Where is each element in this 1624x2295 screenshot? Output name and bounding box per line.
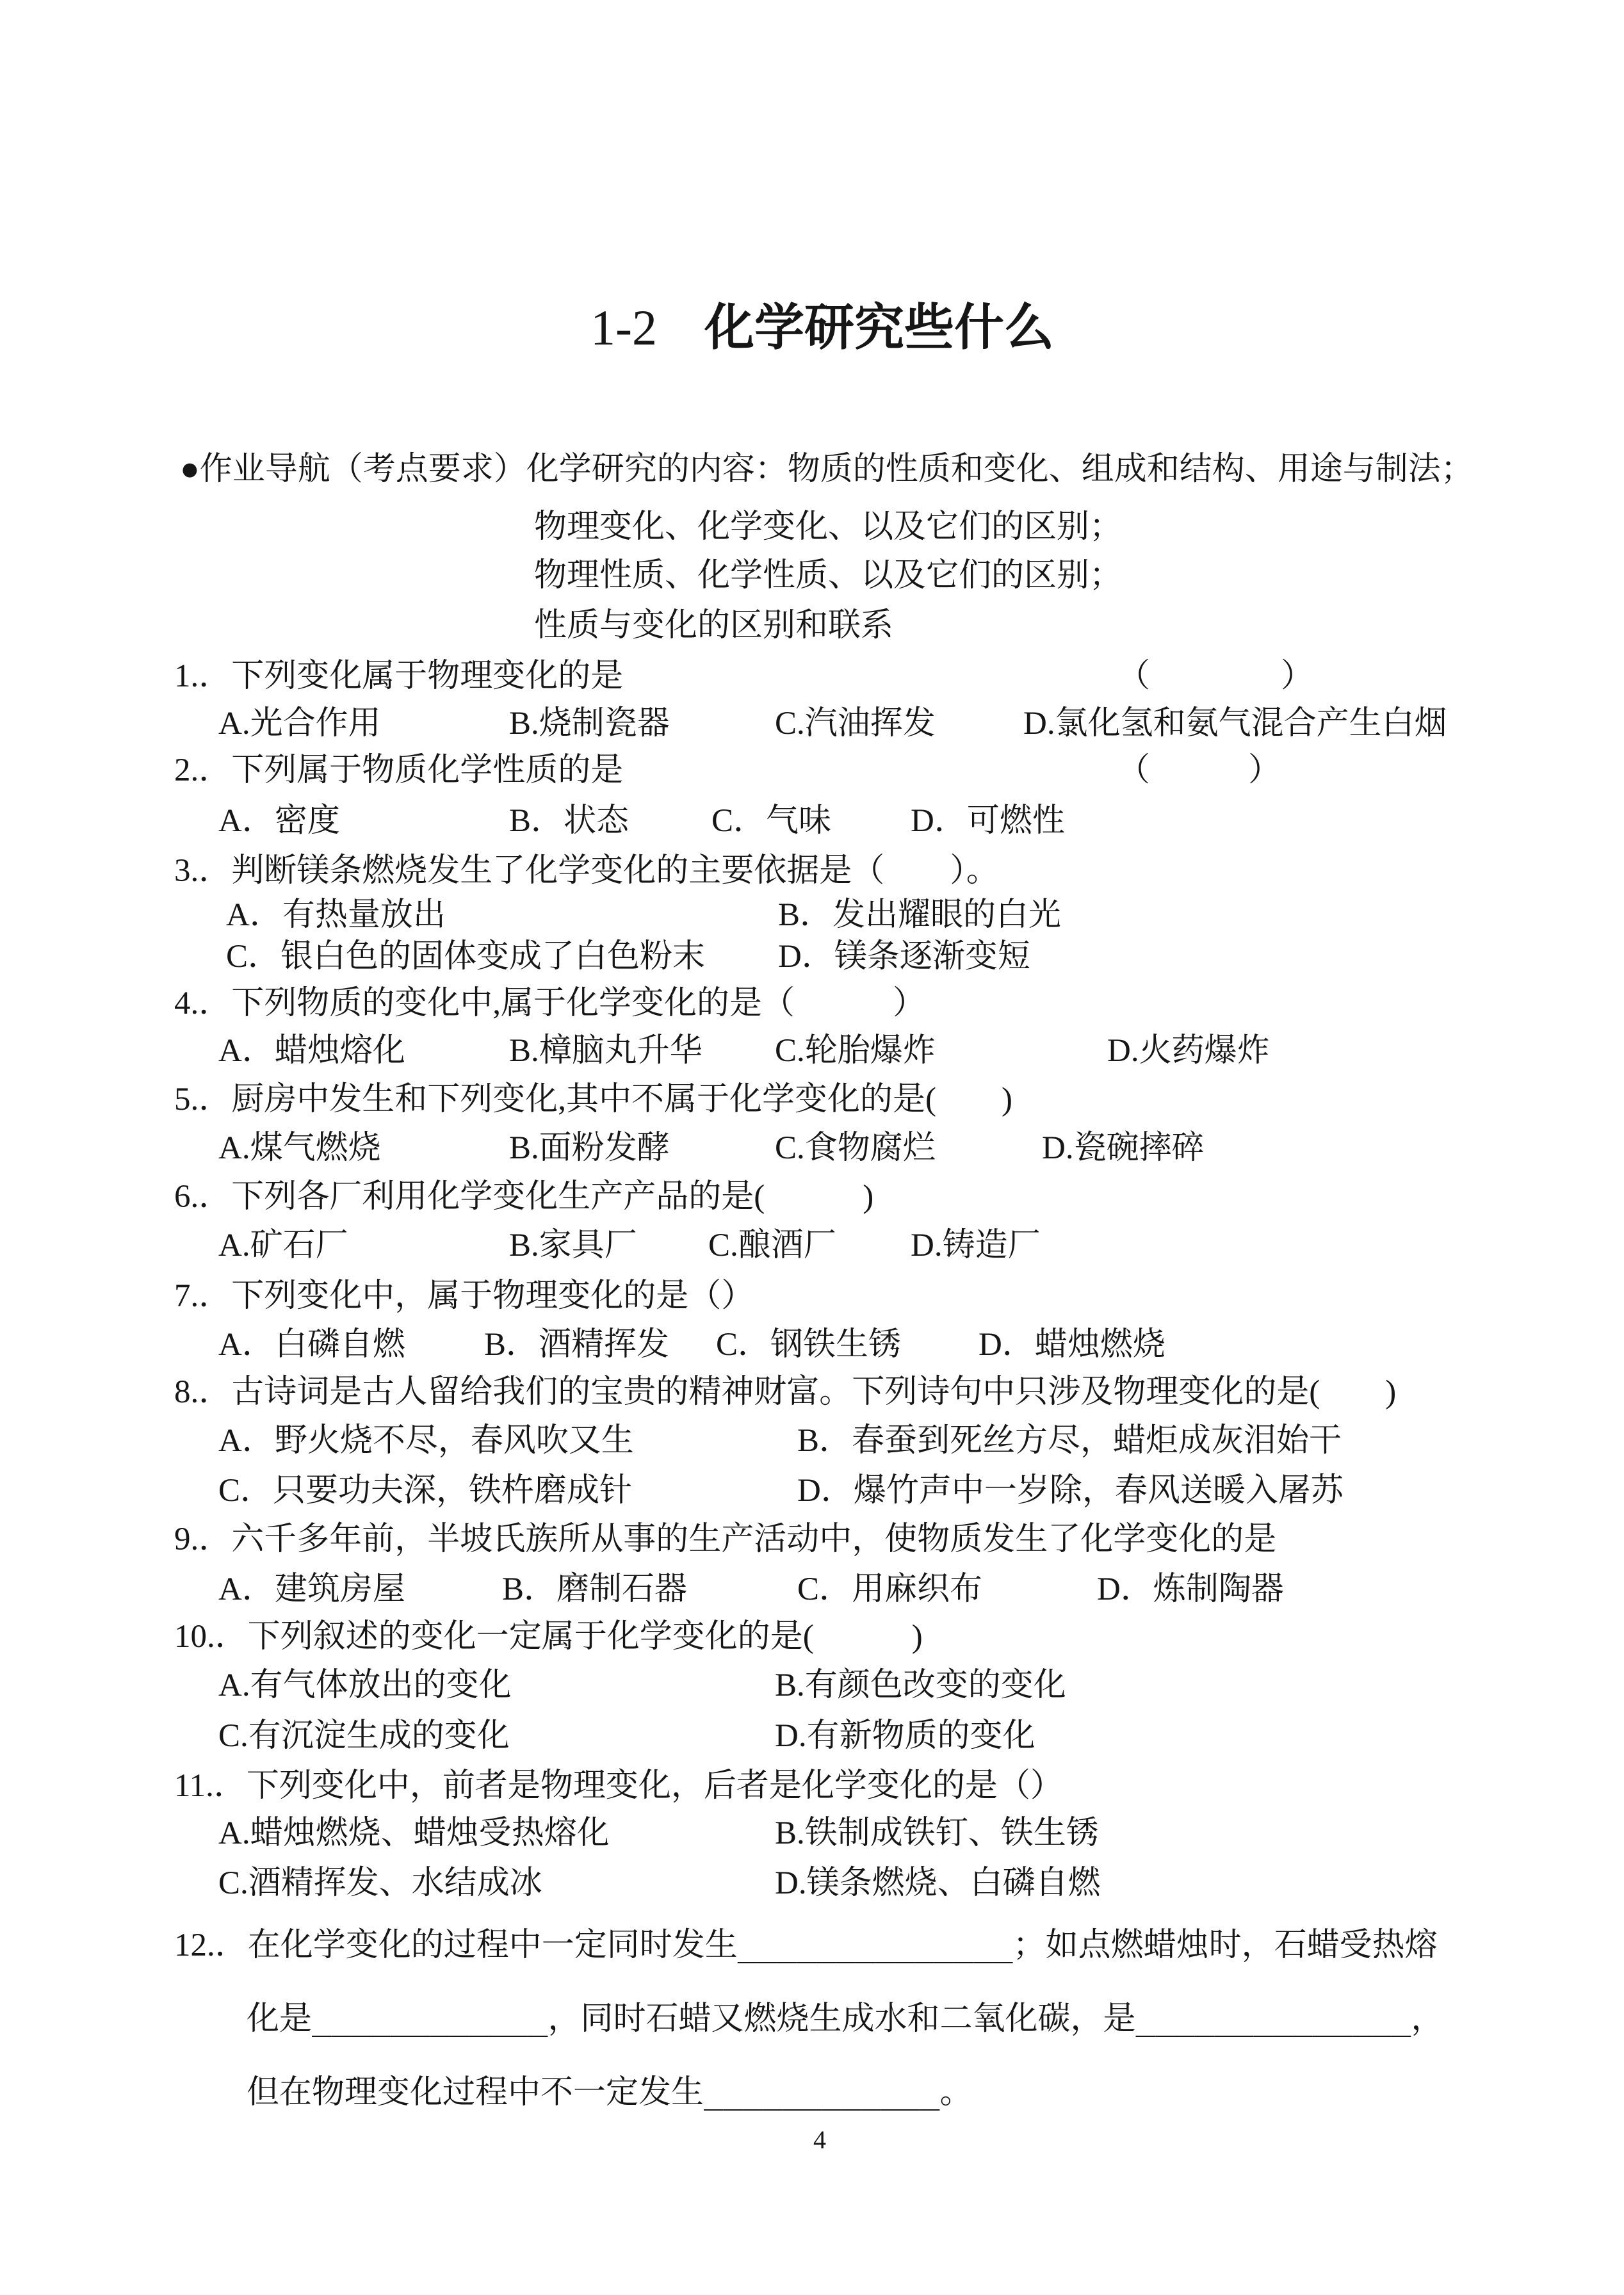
option-d: D.铸造厂 — [911, 1228, 1041, 1263]
option-b: B．状态 — [509, 803, 629, 839]
option-c: C.轮胎爆炸 — [775, 1033, 936, 1069]
option-c: C.有沉淀生成的变化 — [218, 1718, 510, 1754]
option-d: D．镁条逐渐变短 — [778, 939, 1030, 975]
answer-blank: ______________ — [1135, 2000, 1411, 2038]
option-c: C．钢铁生锈 — [716, 1327, 902, 1363]
option-c: C.食物腐烂 — [775, 1130, 936, 1166]
option-c: C.汽油挥发 — [775, 706, 936, 742]
option-b: B.樟脑丸升华 — [509, 1033, 702, 1069]
answer-blank: ____________ — [312, 2000, 548, 2038]
guide-heading: ●作业导航（考点要求）化学研究的内容：物质的性质和变化、组成和结构、用途与制法； — [180, 451, 1474, 487]
question-stem: 4.．下列物质的变化中,属于化学变化的是（ ） — [174, 985, 926, 1021]
fill-in-line — [247, 2073, 973, 2112]
question-stem: 10.．下列叙述的变化一定属于化学变化的是( ) — [174, 1619, 923, 1655]
option-b: B.面粉发酵 — [509, 1130, 670, 1166]
question-stem: 7.．下列变化中，属于物理变化的是（） — [174, 1278, 754, 1314]
option-a: A.煤气燃烧 — [218, 1130, 381, 1166]
option-c: C．只要功夫深，铁杵磨成针 — [218, 1473, 633, 1509]
question-stem: 1.．下列变化属于物理变化的是 — [174, 658, 624, 694]
fill-in-text: 化是 — [247, 2001, 313, 2037]
option-d: D．蜡烛燃烧 — [978, 1327, 1165, 1363]
option-a: A．建筑房屋 — [218, 1571, 405, 1607]
fill-in-line — [174, 1926, 1438, 1965]
fill-in-text: 。 — [939, 2075, 973, 2111]
option-b: B.烧制瓷器 — [509, 706, 670, 742]
guide-point: 物理性质、化学性质、以及它们的区别； — [534, 558, 1123, 594]
question-stem: 2.．下列属于物质化学性质的是 — [174, 752, 624, 788]
option-d: D.火药爆炸 — [1107, 1033, 1270, 1069]
option-b: B．酒精挥发 — [484, 1327, 670, 1363]
option-d: D．爆竹声中一岁除，春风送暖入屠苏 — [797, 1473, 1344, 1509]
answer-blank: ______________ — [737, 1926, 1013, 1964]
fill-in-text: 12.．在化学变化的过程中一定同时发生 — [174, 1927, 738, 1963]
fill-in-text: ， — [1411, 2001, 1444, 2037]
option-d: D.瓷碗摔碎 — [1042, 1130, 1205, 1166]
option-b: B.铁制成铁钉、铁生锈 — [775, 1815, 1099, 1851]
option-a: A．白磷自燃 — [218, 1327, 405, 1363]
option-c: C．银白色的固体变成了白色粉末 — [226, 939, 706, 975]
question-stem: 5.．厨房中发生和下列变化,其中不属于化学变化的是( ) — [174, 1082, 1012, 1117]
option-a: A．密度 — [218, 803, 340, 839]
option-a: A.矿石厂 — [218, 1228, 348, 1263]
page-title — [590, 299, 1054, 357]
guide-point: 性质与变化的区别和联系 — [534, 608, 894, 644]
option-b: B.有颜色改变的变化 — [775, 1667, 1066, 1703]
fill-in-text: ，同时石蜡又燃烧生成水和二氧化碳，是 — [548, 2001, 1136, 2037]
option-c: C．用麻织布 — [797, 1571, 983, 1607]
option-a: A.有气体放出的变化 — [218, 1667, 512, 1703]
option-a: A.光合作用 — [218, 706, 381, 742]
option-c: C.酒精挥发、水结成冰 — [218, 1865, 542, 1901]
question-stem: 6.．下列各厂利用化学变化生产产品的是( ) — [174, 1179, 874, 1215]
answer-bracket: （ ） — [1117, 752, 1281, 788]
answer-bracket: （ ） — [1117, 658, 1314, 694]
question-stem: 11.．下列变化中，前者是物理变化，后者是化学变化的是（） — [174, 1768, 1063, 1804]
option-d: D．可燃性 — [911, 803, 1065, 839]
question-stem: 3.．判断镁条燃烧发生了化学变化的主要依据是（ ）。 — [174, 853, 999, 889]
option-b: B．发出耀眼的白光 — [778, 897, 1062, 933]
title-number: 1-2 — [590, 300, 657, 355]
option-b: B.家具厂 — [509, 1228, 637, 1263]
option-a: A.蜡烛燃烧、蜡烛受热熔化 — [218, 1815, 610, 1851]
fill-in-line — [247, 2000, 1443, 2038]
option-d: D.有新物质的变化 — [775, 1718, 1035, 1754]
fill-in-text: 但在物理变化过程中不一定发生 — [247, 2075, 704, 2111]
option-c: C．气味 — [711, 803, 832, 839]
answer-blank: ____________ — [704, 2073, 940, 2111]
option-d: D.氯化氢和氨气混合产生白烟 — [1023, 706, 1447, 742]
option-b: B．磨制石器 — [502, 1571, 688, 1607]
option-d: D.镁条燃烧、白磷自燃 — [775, 1865, 1101, 1901]
option-d: D．炼制陶器 — [1097, 1571, 1284, 1607]
option-a: A．野火烧不尽，春风吹又生 — [218, 1423, 634, 1459]
title-text: 化学研究些什么 — [704, 299, 1054, 357]
option-a: A．有热量放出 — [226, 897, 446, 933]
fill-in-text: ；如点燃蜡烛时，石蜡受热熔 — [1012, 1927, 1438, 1963]
question-stem: 9.．六千多年前，半坡氏族所从事的生产活动中，使物质发生了化学变化的是 — [174, 1521, 1277, 1557]
option-b: B．春蚕到死丝方尽，蜡炬成灰泪始干 — [797, 1423, 1342, 1459]
page-number: 4 — [813, 2125, 826, 2154]
guide-point: 物理变化、化学变化、以及它们的区别； — [534, 509, 1123, 545]
question-stem: 8.．古诗词是古人留给我们的宝贵的精神财富。下列诗句中只涉及物理变化的是( ) — [174, 1374, 1397, 1410]
option-c: C.酿酒厂 — [708, 1228, 836, 1263]
option-a: A．蜡烛熔化 — [218, 1033, 405, 1069]
